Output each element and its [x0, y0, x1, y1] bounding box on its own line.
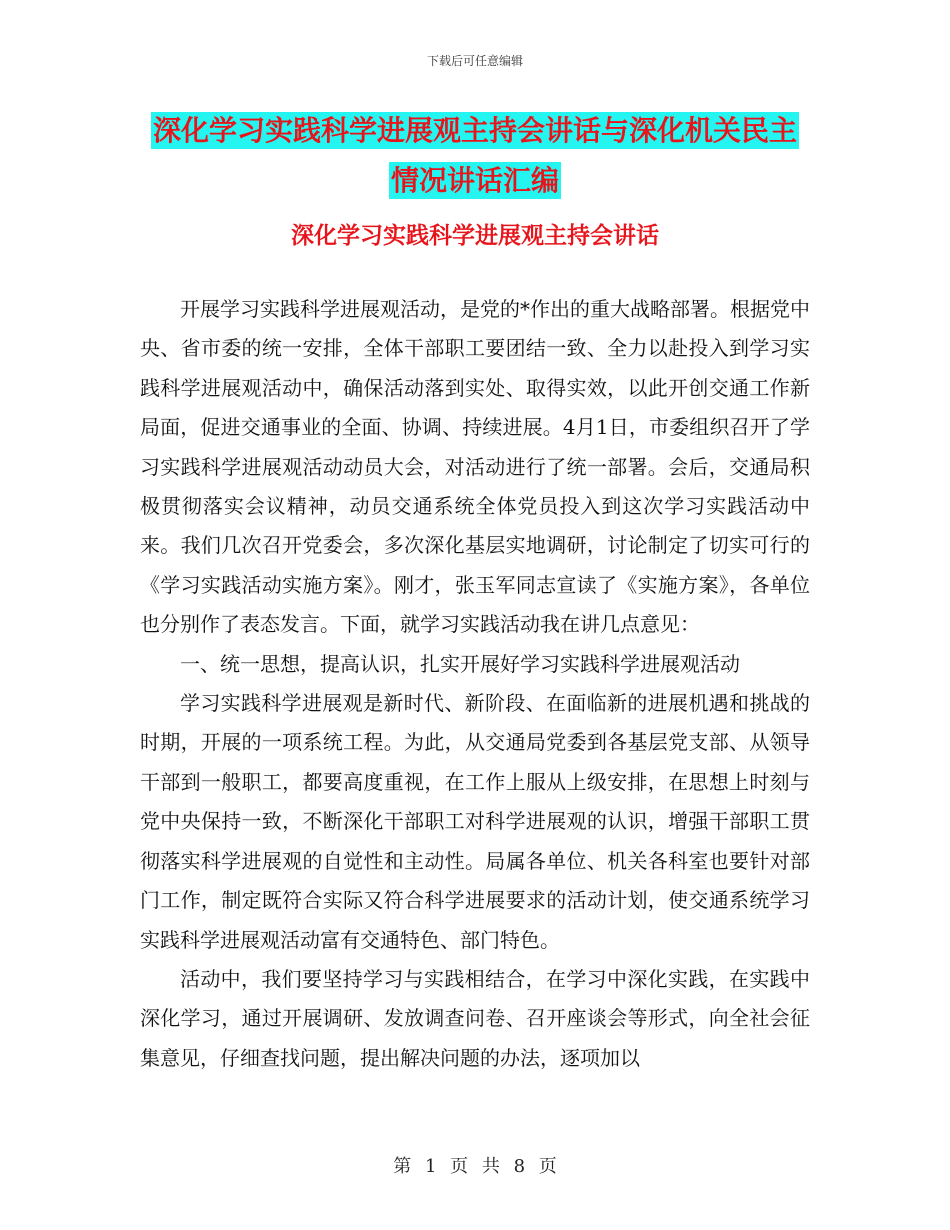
header-note: 下载后可任意编辑: [426, 54, 523, 68]
section-title: 深化学习实践科学进展观主持会讲话: [291, 222, 659, 249]
paragraph: 开展学习实践科学进展观活动，是党的*作出的重大战略部署。根据党中央、省市委的统一安排，全体干部职工要团结一致、全力以赴投入到学习实践科学进展观活动中，确保活动落到实处、取得实效，以此开创交通工作新局面，促进交通事业的全面、协调、持续进展。4月1日，市委组织召开了学习实践科学进展观活动动员大会，对活动进行了统一部署。会后，交通局积极贯彻落实会议精神，动员交通系统全体党员投入到这次学习实践活动中来。我们几次召开党委会，多次深化基层实地调研，讨论制定了切实可行的《学习实践活动实施方案》。刚才，张玉军同志宣读了《实施方案》，各单位也分别作了表态发言。下面，就学习实践活动我在讲几点意见：: [140, 297, 810, 637]
paragraph: 一、统一思想，提高认识，扎实开展好学习实践科学进展观活动: [180, 651, 740, 676]
document-title: [140, 106, 810, 206]
paragraph: 活动中，我们要坚持学习与实践相结合，在学习中深化实践，在实践中深化学习，通过开展调研、发放调查问卷、召开座谈会等形式，向全社会征集意见，仔细查找问题，提出解决问题的办法，逐项加以: [140, 966, 810, 1070]
document-title-line-2: 情况讲话汇编: [390, 164, 559, 197]
paragraph: 学习实践科学进展观是新时代、新阶段、在面临新的进展机遇和挑战的时期，开展的一项系统工程。为此，从交通局党委到各基层党支部、从领导干部到一般职工，都要高度重视，在工作上服从上级安排，在思想上时刻与党中央保持一致，不断深化干部职工对科学进展观的认识，增强干部职工贯彻落实科学进展观的自觉性和主动性。局属各单位、机关各科室也要针对部门工作，制定既符合实际又符合科学进展要求的活动计划，使交通系统学习实践科学进展观活动富有交通特色、部门特色。: [140, 691, 810, 952]
page-footer: 第 1 页 共 8 页: [393, 1156, 557, 1177]
document-title-line-1: 深化学习实践科学进展观主持会讲话与深化机关民主: [152, 114, 797, 147]
body-text: [140, 290, 810, 1078]
